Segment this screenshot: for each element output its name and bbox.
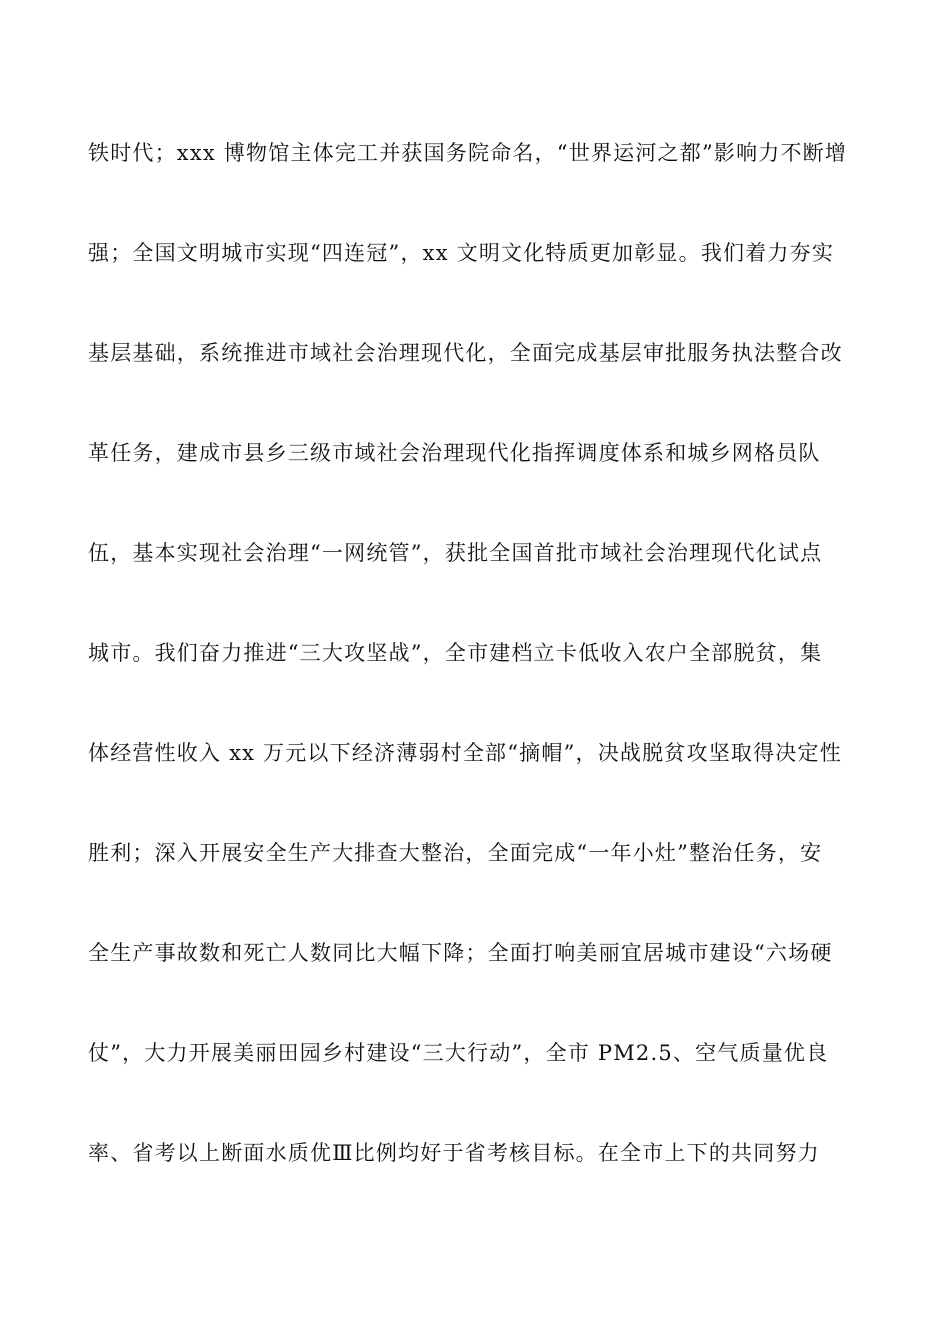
- text-line: 革任务，建成市县乡三级市域社会治理现代化指挥调度体系和城乡网格员队: [88, 441, 821, 465]
- text-line: 胜利；深入开展安全生产大排查大整治，全面完成“一年小灶”整治任务，安: [88, 841, 823, 865]
- text-line: 全生产事故数和死亡人数同比大幅下降；全面打响美丽宜居城市建设“六场硬: [88, 941, 833, 965]
- text-line: 城市。我们奋力推进“三大攻坚战”，全市建档立卡低收入农户全部脱贫，集: [88, 641, 823, 665]
- text-line: 仗”，大力开展美丽田园乡村建设“三大行动”，全市 PM2.5、空气质量优良: [88, 1041, 829, 1065]
- text-line: 铁时代；xxx 博物馆主体完工并获国务院命名，“世界运河之都”影响力不断增: [88, 141, 848, 165]
- text-line: 率、省考以上断面水质优Ⅲ比例均好于省考核目标。在全市上下的共同努力: [88, 1141, 820, 1165]
- body-paragraph: [88, 131, 868, 1231]
- text-line: 基层基础，系统推进市域社会治理现代化，全面完成基层审批服务执法整合改: [88, 341, 843, 365]
- text-line: 强；全国文明城市实现“四连冠”，xx 文明文化特质更加彰显。我们着力夯实: [88, 241, 835, 265]
- text-line: 体经营性收入 xx 万元以下经济薄弱村全部“摘帽”，决战脱贫攻坚取得决定性: [88, 741, 842, 765]
- text-line: 伍，基本实现社会治理“一网统管”，获批全国首批市域社会治理现代化试点: [88, 541, 823, 565]
